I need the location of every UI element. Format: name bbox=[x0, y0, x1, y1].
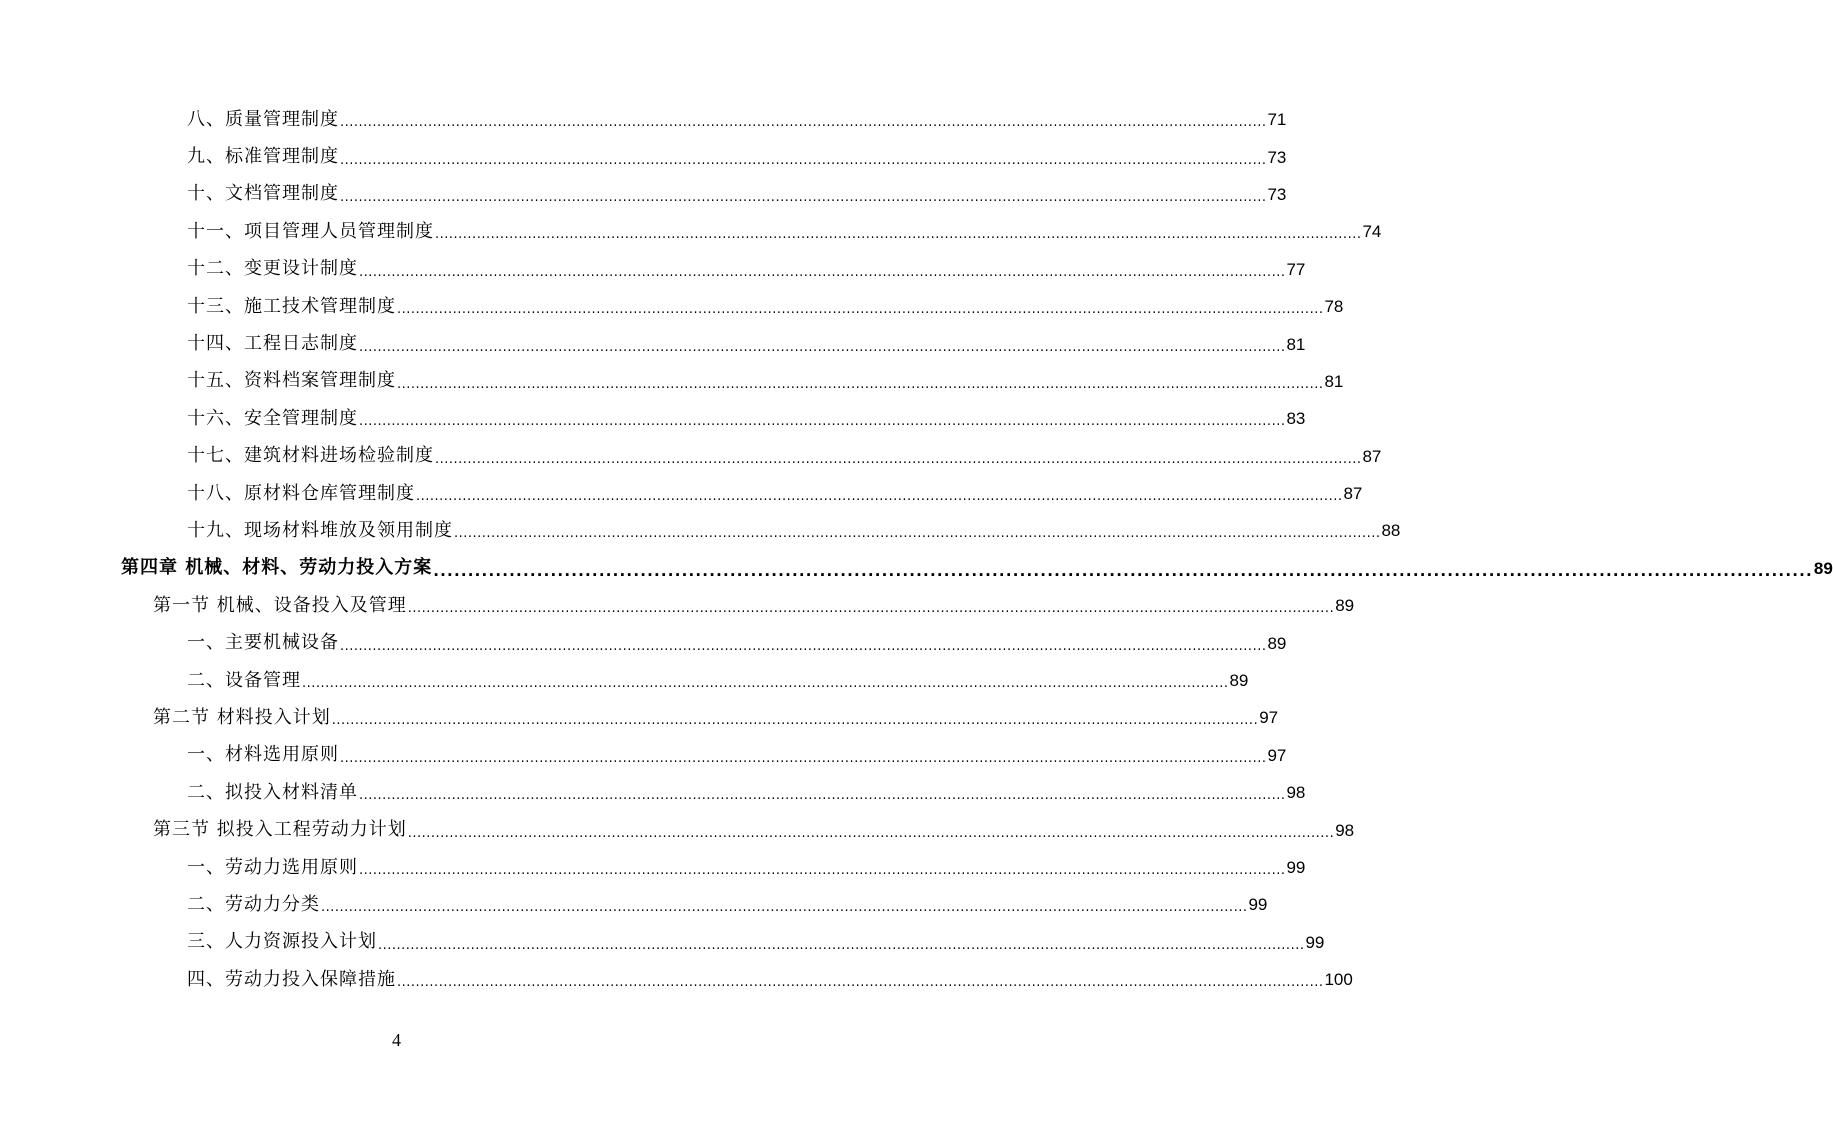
table-of-contents bbox=[0, 101, 1833, 998]
toc-entry-title: 八、质量管理制度 bbox=[187, 108, 339, 130]
toc-entry-page: 97 bbox=[1267, 745, 1287, 765]
toc-entry[interactable] bbox=[187, 325, 1306, 362]
toc-entry-page: 73 bbox=[1267, 184, 1287, 204]
toc-entry[interactable] bbox=[187, 924, 1325, 961]
toc-leader-dots: ........................................................................................................................................................................................................ bbox=[359, 788, 1286, 804]
toc-leader-dots: ........................................................................................................................................................................................................ bbox=[340, 750, 1267, 766]
toc-entry-page: 88 bbox=[1381, 521, 1401, 541]
toc-entry-title: 十、文档管理制度 bbox=[187, 183, 339, 205]
toc-entry[interactable] bbox=[187, 886, 1268, 923]
toc-entry-page: 87 bbox=[1343, 484, 1363, 504]
toc-leader-dots: ........................................................................................................................................................................................................ bbox=[340, 638, 1267, 654]
toc-entry[interactable] bbox=[187, 438, 1382, 475]
toc-leader-dots: ........................................................................................................................................................................................................ bbox=[359, 339, 1286, 355]
toc-entry-page: 98 bbox=[1286, 783, 1306, 803]
toc-entry[interactable] bbox=[187, 176, 1287, 213]
toc-entry-page: 77 bbox=[1286, 259, 1306, 279]
toc-entry[interactable] bbox=[187, 475, 1363, 512]
toc-leader-dots: ........................................................................................................................................................................................................ bbox=[407, 825, 1335, 841]
toc-leader-dots: ........................................................................................................................................................................................................ bbox=[359, 863, 1286, 878]
toc-entry[interactable] bbox=[153, 699, 1279, 736]
toc-leader-dots: ........................................................................................................................................................................................................ bbox=[454, 526, 1381, 542]
toc-entry-page: 83 bbox=[1286, 409, 1306, 429]
toc-entry-page: 81 bbox=[1286, 334, 1306, 354]
toc-entry-page: 87 bbox=[1362, 446, 1382, 466]
toc-entry[interactable] bbox=[187, 251, 1306, 288]
toc-entry-page: 89 bbox=[1335, 596, 1355, 616]
toc-entry-title: 第三节 拟投入工程劳动力计划 bbox=[153, 819, 407, 841]
toc-leader-dots: ........................................................................................................................................................................................................ bbox=[435, 227, 1362, 243]
toc-leader-dots: ........................................................................................................................................................................................................ bbox=[331, 713, 1259, 729]
toc-entry-title: 二、劳动力分类 bbox=[187, 893, 320, 915]
toc-entry[interactable] bbox=[187, 737, 1287, 774]
toc-leader-dots: ........................................................................................................................................................................................................ bbox=[397, 302, 1324, 318]
toc-leader-dots: ........................................................................................................................................................................................................ bbox=[433, 561, 1813, 580]
toc-entry-title: 十四、工程日志制度 bbox=[187, 333, 358, 355]
toc-entry[interactable] bbox=[121, 550, 1833, 587]
toc-entry-page: 73 bbox=[1267, 147, 1287, 167]
toc-entry[interactable] bbox=[187, 624, 1287, 661]
toc-entry[interactable] bbox=[187, 213, 1382, 250]
toc-entry-title: 第四章 机械、材料、劳动力投入方案 bbox=[121, 557, 433, 579]
toc-entry-title: 十九、现场材料堆放及领用制度 bbox=[187, 519, 453, 541]
toc-entry[interactable] bbox=[187, 662, 1249, 699]
toc-entry-page: 71 bbox=[1267, 110, 1287, 130]
toc-leader-dots: ........................................................................................................................................................................................................ bbox=[340, 115, 1267, 131]
toc-entry-page: 89 bbox=[1267, 633, 1287, 653]
toc-entry-title: 一、劳动力选用原则 bbox=[187, 856, 358, 878]
toc-leader-dots: ........................................................................................................................................................................................................ bbox=[397, 975, 1324, 991]
toc-entry-page: 100 bbox=[1324, 970, 1353, 990]
toc-leader-dots: ........................................................................................................................................................................................................ bbox=[416, 489, 1343, 505]
toc-entry-page: 99 bbox=[1248, 895, 1268, 915]
toc-leader-dots: ........................................................................................................................................................................................................ bbox=[359, 264, 1286, 280]
toc-entry-page: 97 bbox=[1259, 708, 1279, 728]
toc-entry-title: 一、主要机械设备 bbox=[187, 632, 339, 654]
toc-entry[interactable] bbox=[187, 138, 1287, 175]
toc-entry-title: 一、材料选用原则 bbox=[187, 744, 339, 766]
page-number: 4 bbox=[392, 1030, 401, 1050]
toc-entry-page: 89 bbox=[1229, 671, 1249, 691]
toc-entry-title: 十八、原材料仓库管理制度 bbox=[187, 482, 415, 504]
toc-entry-page: 89 bbox=[1813, 558, 1833, 578]
toc-entry[interactable] bbox=[187, 400, 1306, 437]
toc-entry[interactable] bbox=[187, 961, 1353, 998]
toc-entry[interactable] bbox=[187, 288, 1344, 325]
toc-leader-dots: ........................................................................................................................................................................................................ bbox=[340, 189, 1267, 205]
toc-leader-dots: ........................................................................................................................................................................................................ bbox=[359, 414, 1286, 430]
toc-entry-title: 二、设备管理 bbox=[187, 669, 301, 691]
toc-entry-title: 十七、建筑材料进场检验制度 bbox=[187, 445, 434, 467]
toc-entry-title: 第一节 机械、设备投入及管理 bbox=[153, 594, 407, 616]
toc-entry-title: 三、人力资源投入计划 bbox=[187, 931, 377, 953]
toc-leader-dots: ........................................................................................................................................................................................................ bbox=[321, 900, 1248, 916]
toc-entry-page: 99 bbox=[1305, 932, 1325, 952]
toc-entry-title: 九、标准管理制度 bbox=[187, 146, 339, 168]
toc-entry-page: 98 bbox=[1335, 820, 1355, 840]
toc-entry[interactable] bbox=[187, 101, 1287, 138]
toc-leader-dots: ........................................................................................................................................................................................................ bbox=[397, 376, 1324, 392]
toc-entry-page: 99 bbox=[1286, 858, 1306, 877]
toc-entry-title: 十一、项目管理人员管理制度 bbox=[187, 220, 434, 242]
toc-entry[interactable] bbox=[187, 774, 1306, 811]
toc-entry-page: 78 bbox=[1324, 297, 1344, 317]
toc-entry-title: 十五、资料档案管理制度 bbox=[187, 370, 396, 392]
toc-entry-title: 十三、施工技术管理制度 bbox=[187, 295, 396, 317]
toc-entry-title: 十二、变更设计制度 bbox=[187, 258, 358, 280]
toc-entry-title: 四、劳动力投入保障措施 bbox=[187, 968, 396, 990]
toc-entry[interactable] bbox=[187, 512, 1401, 549]
toc-entry-page: 74 bbox=[1362, 222, 1382, 242]
toc-entry[interactable] bbox=[187, 363, 1344, 400]
toc-leader-dots: ........................................................................................................................................................................................................ bbox=[407, 601, 1335, 617]
toc-leader-dots: ........................................................................................................................................................................................................ bbox=[302, 676, 1229, 692]
toc-leader-dots: ........................................................................................................................................................................................................ bbox=[378, 937, 1305, 953]
toc-entry[interactable] bbox=[187, 849, 1306, 886]
toc-entry-title: 第二节 材料投入计划 bbox=[153, 706, 331, 728]
toc-entry-page: 81 bbox=[1324, 371, 1344, 391]
toc-entry-title: 十六、安全管理制度 bbox=[187, 407, 358, 429]
toc-leader-dots: ........................................................................................................................................................................................................ bbox=[435, 451, 1362, 467]
toc-entry-title: 二、拟投入材料清单 bbox=[187, 781, 358, 803]
toc-leader-dots: ........................................................................................................................................................................................................ bbox=[340, 152, 1267, 168]
toc-entry[interactable] bbox=[153, 587, 1355, 624]
toc-entry[interactable] bbox=[153, 811, 1355, 848]
